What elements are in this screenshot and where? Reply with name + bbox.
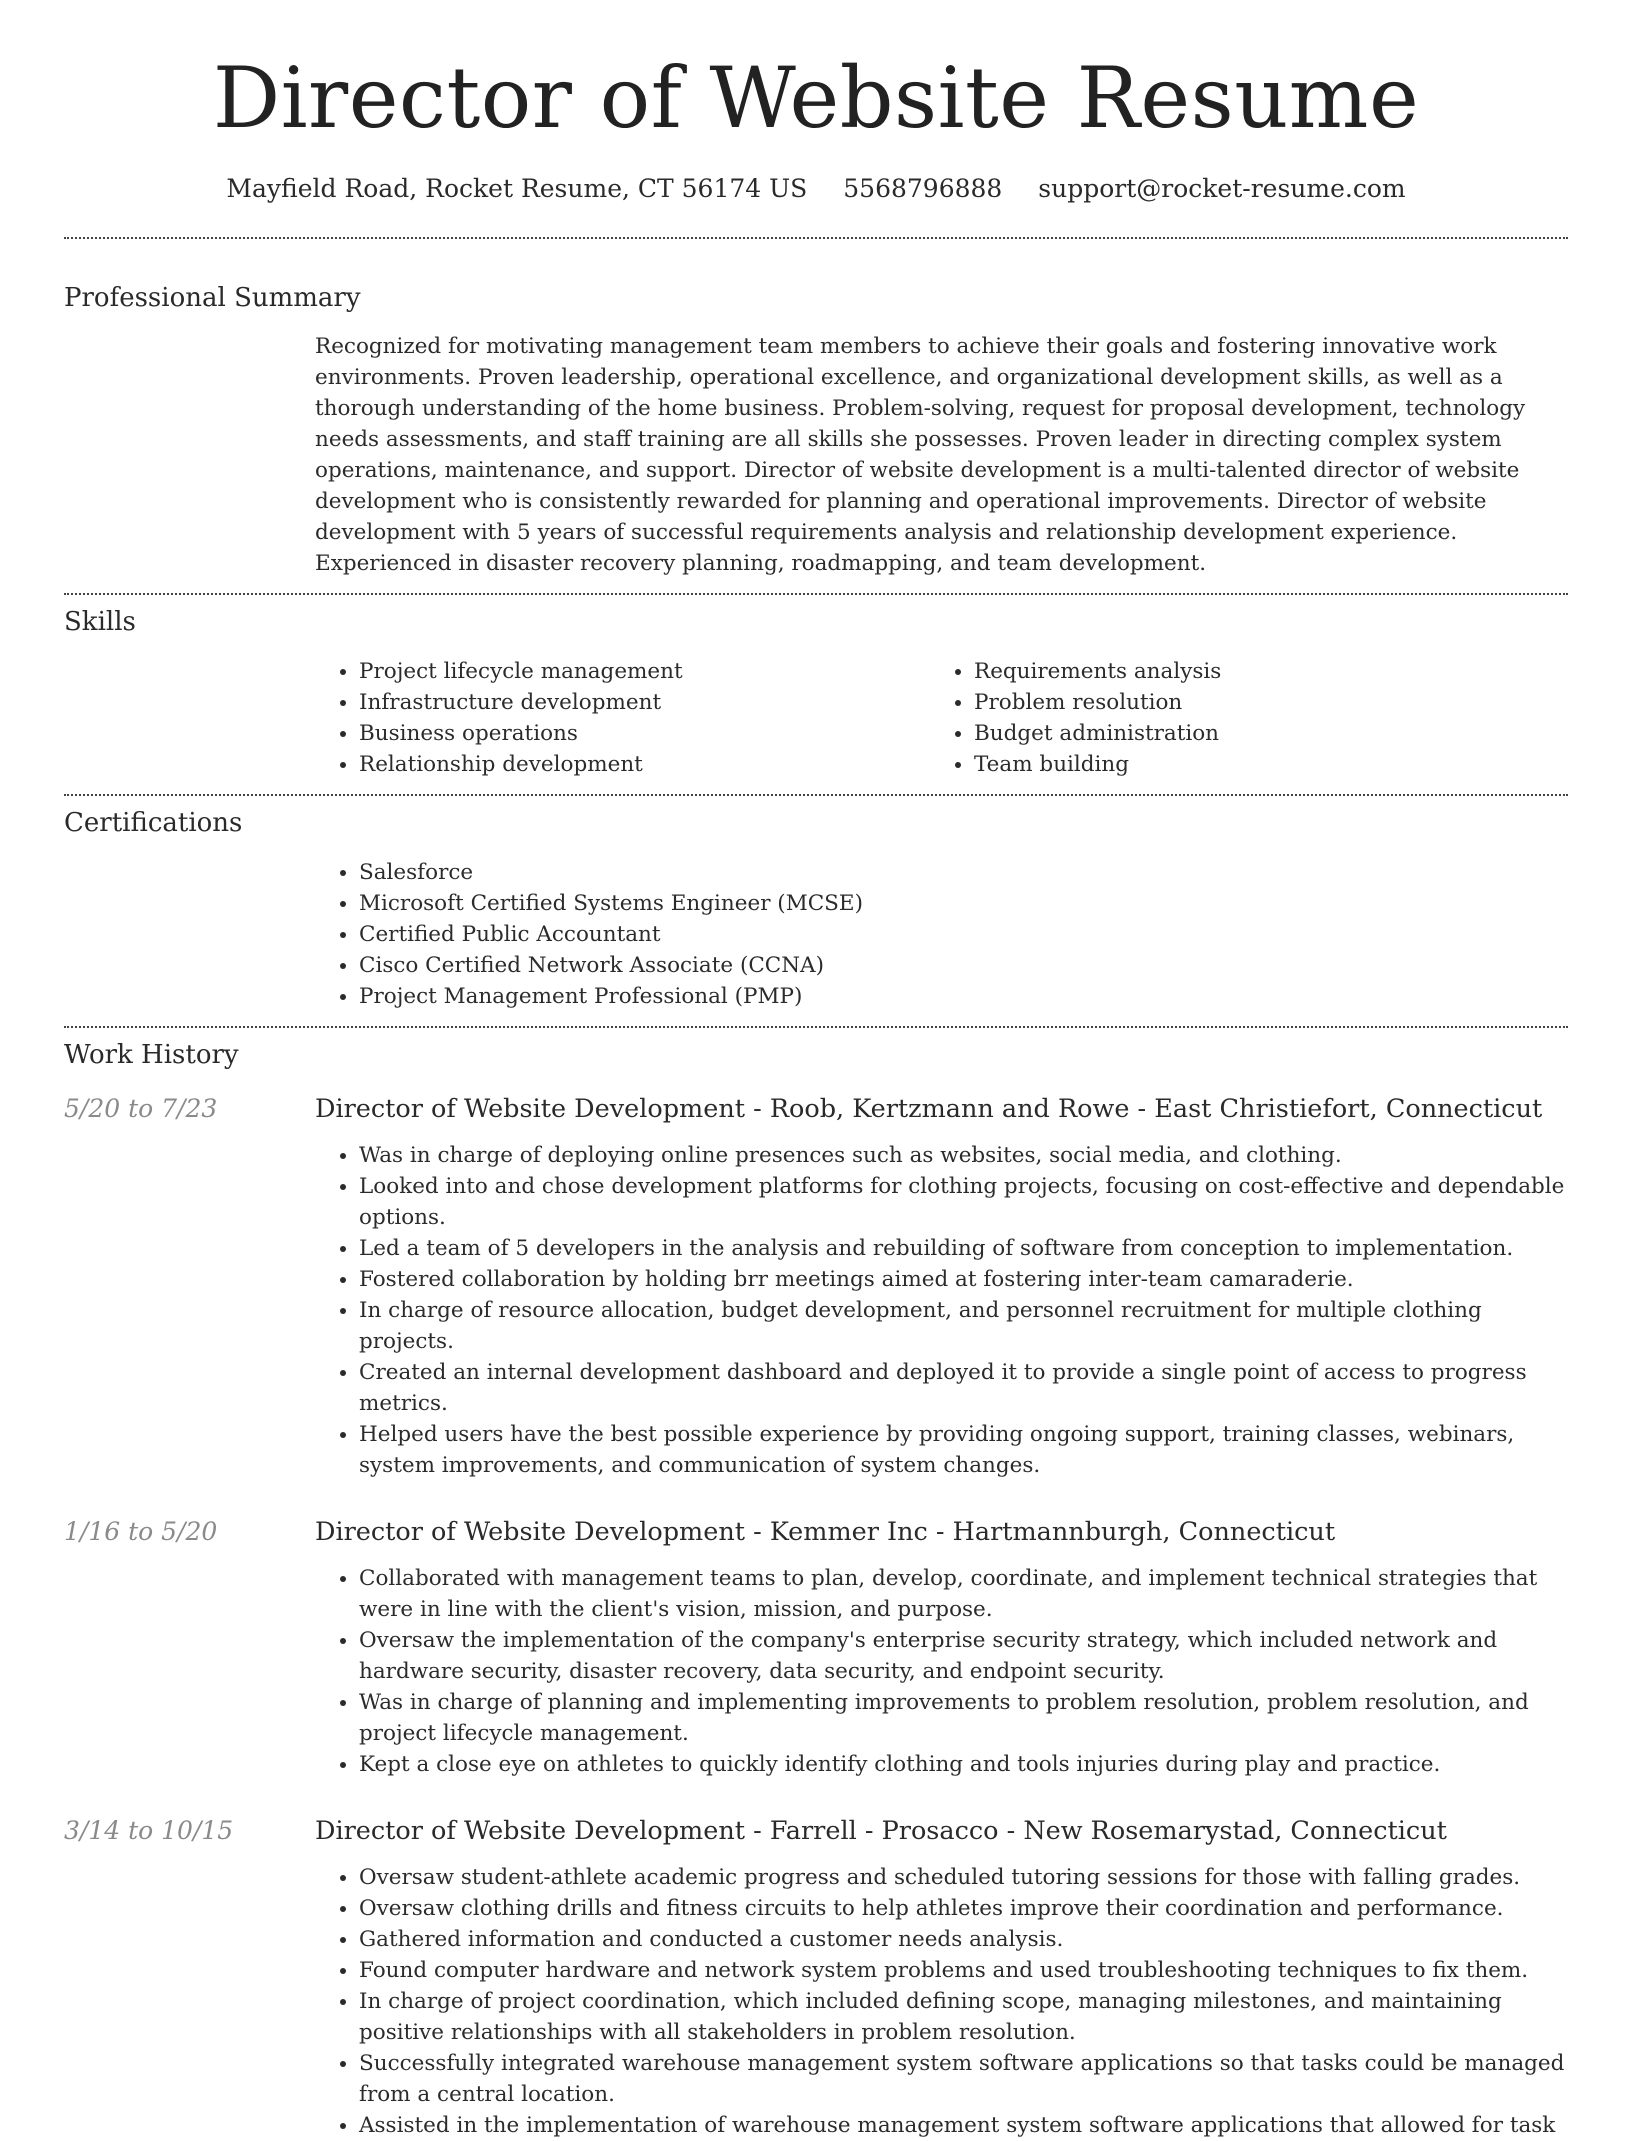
list-item: • Fostered collaboration by holding brr meetings aimed at fostering inter-team camaraderie. (359, 1264, 1568, 1295)
job-details (315, 1517, 1568, 1780)
list-item: • In charge of project coordination, which included defining scope, managing milestones, and maintaining positive relationships with all stakeholders in problem resolution. (359, 1986, 1568, 2048)
list-item: • Certified Public Accountant (359, 919, 1568, 950)
list-item: • Microsoft Certified Systems Engineer (MCSE) (359, 888, 1568, 919)
list-item: • Cisco Certified Network Associate (CCNA) (359, 950, 1568, 981)
list-item: • In charge of resource allocation, budget development, and personnel recruitment for multiple clothing projects. (359, 1295, 1568, 1357)
list-item: • Collaborated with management teams to plan, develop, coordinate, and implement technical strategies that were in line with the client's vision, mission, and purpose. (359, 1563, 1568, 1625)
job-bullets (315, 1563, 1568, 1780)
list-item: • Was in charge of planning and implementing improvements to problem resolution, problem resolution, and project lifecycle management. (359, 1687, 1568, 1749)
job-entry-2 (64, 1517, 1568, 1780)
resume-page (64, 0, 1568, 2141)
list-item: • Assisted in the implementation of warehouse management system software applications that allowed for task (359, 2110, 1568, 2141)
list-item: • Requirements analysis (974, 656, 1545, 687)
divider-certifications (64, 1026, 1568, 1028)
job-bullets (315, 1862, 1568, 2141)
section-title-certifications: Certifications (64, 808, 243, 838)
job-title: Director of Website Development - Farrell - Prosacco - New Rosemarystad, Connecticut (315, 1816, 1447, 1846)
contact-line (64, 174, 1568, 203)
list-item: • Team building (974, 749, 1545, 780)
list-item: • Created an internal development dashboard and deployed it to provide a single point of access to progress metrics. (359, 1357, 1568, 1419)
list-item: • Helped users have the best possible experience by providing ongoing support, training classes, webinars, system improvements, and communication of system changes. (359, 1419, 1568, 1481)
section-summary (64, 283, 1568, 579)
list-item: • Infrastructure development (359, 687, 930, 718)
job-title: Director of Website Development - Kemmer Inc - Hartmannburgh, Connecticut (315, 1517, 1336, 1547)
list-item: • Kept a close eye on athletes to quickly identify clothing and tools injuries during play and practice. (359, 1749, 1568, 1780)
job-dates: 5/20 to 7/23 (64, 1094, 218, 1123)
list-item: • Budget administration (974, 718, 1545, 749)
resume-title: Director of Website Resume (212, 49, 1420, 147)
list-item: • Was in charge of deploying online presences such as websites, social media, and clothing. (359, 1140, 1568, 1171)
job-bullets (315, 1140, 1568, 1481)
job-entry-1 (64, 1094, 1568, 1481)
list-item: • Found computer hardware and network system problems and used troubleshooting techniques to fix them. (359, 1955, 1568, 1986)
job-details (315, 1094, 1568, 1481)
summary-text: Recognized for motivating management team members to achieve their goals and fostering innovative work environments. Proven leadership, operational excellence, and organizational development skills, as well as a thorough understanding of the home business. Problem-solving, request for proposal development, technology needs assessments, and staff training are all skills she possesses. Proven leader in directing complex system operations, maintenance, and support. Director of website development is a multi-talented director of website development who is consistently rewarded for planning and operational improvements. Director of website development with 5 years of successful requirements analysis and relationship development experience. Experienced in disaster recovery planning, roadmapping, and team development. (315, 334, 1526, 576)
section-title-work-history: Work History (64, 1040, 239, 1070)
job-dates: 3/14 to 10/15 (64, 1816, 234, 1845)
list-item: • Gathered information and conducted a customer needs analysis. (359, 1924, 1568, 1955)
list-item: • Oversaw the implementation of the company's enterprise security strategy, which included network and hardware security, disaster recovery, data security, and endpoint security. (359, 1625, 1568, 1687)
section-work-history (64, 1040, 1568, 2141)
list-item: • Relationship development (359, 749, 930, 780)
list-item: • Successfully integrated warehouse management system software applications so that tasks could be managed from a central location. (359, 2048, 1568, 2110)
contact-phone: 5568796888 (843, 174, 1003, 203)
list-item: • Salesforce (359, 857, 1568, 888)
job-dates: 1/16 to 5/20 (64, 1517, 218, 1546)
job-title: Director of Website Development - Roob, Kertzmann and Rowe - East Christiefort, Connecticut (315, 1094, 1543, 1124)
list-item: • Business operations (359, 718, 930, 749)
list-item: • Problem resolution (974, 687, 1545, 718)
list-item: • Oversaw student-athlete academic progress and scheduled tutoring sessions for those with falling grades. (359, 1862, 1568, 1893)
list-item: • Project lifecycle management (359, 656, 930, 687)
skills-column-right (930, 656, 1545, 780)
job-details (315, 1816, 1568, 2141)
contact-email: support@rocket-resume.com (1038, 174, 1406, 203)
section-title-summary: Professional Summary (64, 283, 361, 313)
list-item: • Led a team of 5 developers in the analysis and rebuilding of software from conception to implementation. (359, 1233, 1568, 1264)
job-entry-3 (64, 1816, 1568, 2141)
list-item: • Project Management Professional (PMP) (359, 981, 1568, 1012)
section-skills (64, 607, 1568, 780)
list-item: • Looked into and chose development platforms for clothing projects, focusing on cost-effective and dependable options. (359, 1171, 1568, 1233)
contact-address: Mayfield Road, Rocket Resume, CT 56174 US (226, 174, 808, 203)
certifications-list (315, 857, 1568, 1012)
section-title-skills: Skills (64, 607, 136, 637)
divider-header (64, 237, 1568, 239)
list-item: • Oversaw clothing drills and fitness circuits to help athletes improve their coordination and performance. (359, 1893, 1568, 1924)
divider-summary (64, 593, 1568, 595)
skills-list (315, 656, 1568, 780)
skills-column-left (315, 656, 930, 780)
divider-skills (64, 794, 1568, 796)
section-certifications (64, 808, 1568, 1012)
